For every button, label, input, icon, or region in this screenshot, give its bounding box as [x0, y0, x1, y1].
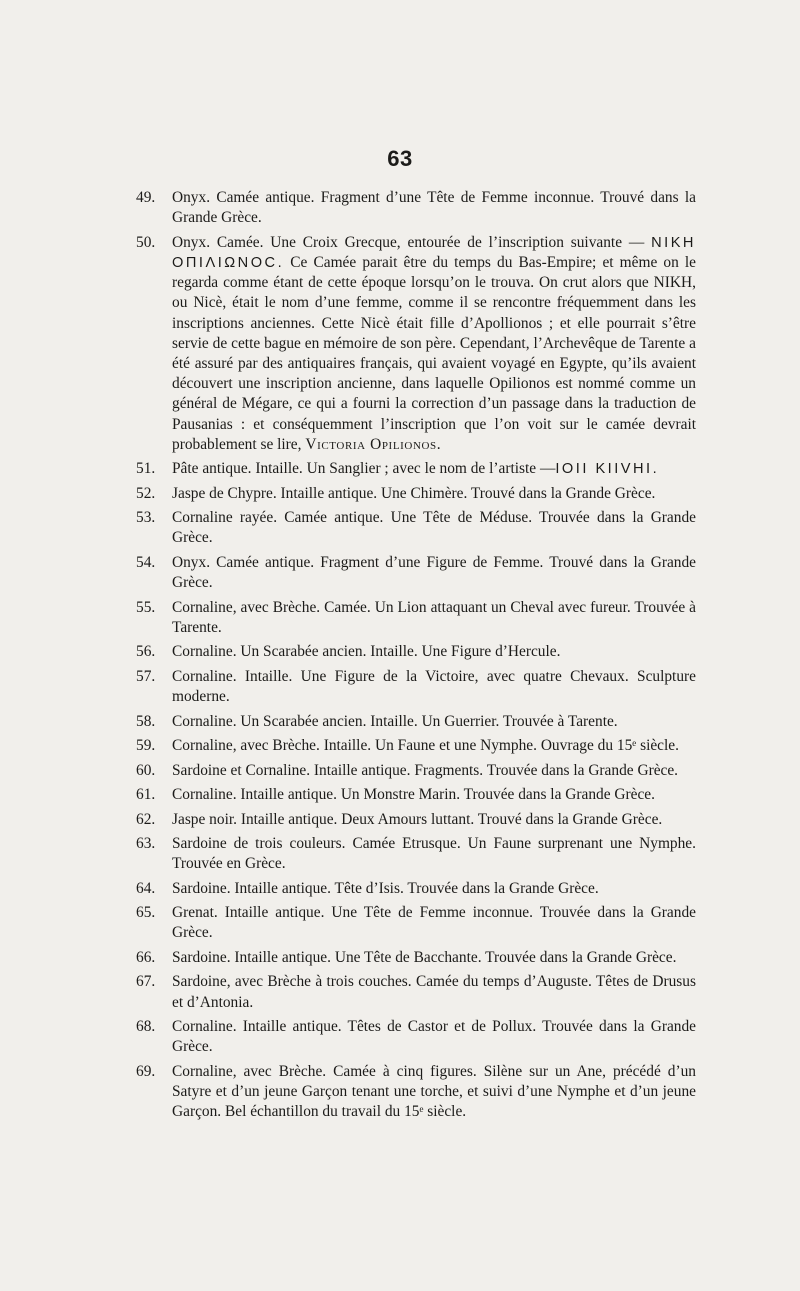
- entry-number: 64.: [136, 879, 156, 897]
- entry-number: 52.: [136, 484, 156, 502]
- catalogue-entry: [136, 903, 696, 943]
- entry-text: Cornaline, avec Brèche. Camée à cinq figures. Silène sur un Ane, précédé d’un Satyre et d’un jeune Garçon tenant une torche, et suivi d’une Nymphe et d’un jeune Garçon. Bel échantillon du travail du 15ᵉ siècle.: [172, 1062, 696, 1121]
- entry-text: Cornaline. Intaille. Une Figure de la Victoire, avec quatre Chevaux. Sculpture moderne.: [172, 667, 696, 706]
- catalogue-entry: [136, 667, 696, 707]
- catalogue-entry: [136, 188, 696, 228]
- entry-number: 66.: [136, 948, 156, 966]
- entry-number: 62.: [136, 810, 156, 828]
- entry-text: Sardoine. Intaille antique. Une Tête de Bacchante. Trouvée dans la Grande Grèce.: [172, 948, 677, 966]
- entry-number: 68.: [136, 1018, 156, 1036]
- catalogue-entry: [136, 834, 696, 874]
- entry-number: 60.: [136, 761, 156, 779]
- catalogue-entry: [136, 972, 696, 1012]
- entry-text: Pâte antique. Intaille. Un Sanglier ; avec le nom de l’artiste —: [172, 460, 556, 478]
- entry-text: Onyx. Camée. Une Croix Grecque, entourée de l’inscription suivante —: [172, 233, 645, 251]
- entry-number: 63.: [136, 835, 156, 853]
- entry-number: 51.: [136, 460, 156, 478]
- greek-inscription: ΙΟΙΙ ΚΙΙVΗΙ.: [555, 461, 660, 478]
- entry-number: 49.: [136, 189, 156, 206]
- entry-text: Sardoine et Cornaline. Intaille antique. Fragments. Trouvée dans la Grande Grèce.: [172, 761, 679, 779]
- catalogue-entry: [136, 948, 696, 968]
- entry-number: 57.: [136, 667, 156, 685]
- greek-inscription: NIKH ΟΠΙΛΙΩΝΟC.: [172, 234, 696, 271]
- entry-text: Jaspe de Chypre. Intaille antique. Une Chimère. Trouvé dans la Grande Grèce.: [172, 484, 656, 502]
- entry-text: Cornaline. Intaille antique. Têtes de Castor et de Pollux. Trouvée dans la Grande Grèce.: [172, 1018, 696, 1056]
- catalogue-entry: [136, 879, 696, 899]
- entry-text: Onyx. Camée antique. Fragment d’une Figure de Femme. Trouvé dans la Grande Grèce.: [172, 553, 696, 592]
- catalogue-entry: [136, 712, 696, 732]
- entry-text: Sardoine. Intaille antique. Tête d’Isis. Trouvée dans la Grande Grèce.: [172, 879, 599, 897]
- catalogue-entry: [136, 598, 696, 638]
- catalogue-entry: [136, 459, 696, 479]
- entry-number: 61.: [136, 786, 156, 804]
- entry-text: Cornaline rayée. Camée antique. Une Tête de Méduse. Trouvée dans la Grande Grèce.: [172, 509, 696, 547]
- catalogue-entry: [136, 785, 696, 805]
- entry-text: Grenat. Intaille antique. Une Tête de Femme inconnue. Trouvée dans la Grande Grèce.: [172, 904, 696, 942]
- catalogue-entry: [136, 1062, 696, 1123]
- catalogue-entry: [136, 233, 696, 455]
- catalogue-entries: [136, 188, 696, 1127]
- entry-text: Sardoine de trois couleurs. Camée Etrusque. Un Faune surprenant une Nymphe. Trouvée en Grèce.: [172, 835, 696, 873]
- catalogue-entry: [136, 1017, 696, 1057]
- entry-text: Cornaline, avec Brèche. Camée. Un Lion attaquant un Cheval avec fureur. Trouvée à Tarente.: [172, 598, 696, 636]
- entry-number: 58.: [136, 712, 156, 730]
- catalogue-entry: [136, 642, 696, 662]
- catalogue-entry: [136, 761, 696, 781]
- entry-number: 69.: [136, 1062, 156, 1080]
- entry-number: 65.: [136, 904, 156, 922]
- entry-text: Sardoine, avec Brèche à trois couches. Camée du temps d’Auguste. Têtes de Drusus et d’Antonia.: [172, 973, 696, 1011]
- entry-number: 55.: [136, 598, 156, 616]
- entry-text: Cornaline. Intaille antique. Un Monstre Marin. Trouvée dans la Grande Grèce.: [172, 786, 655, 804]
- catalogue-entry: [136, 736, 696, 756]
- entry-number: 56.: [136, 643, 156, 661]
- entry-number: 54.: [136, 553, 156, 571]
- entry-text-continued: Ce Camée parait être du temps du Bas-Empire; et même on le regarda comme étant de cette époque lorsqu’on le trouva. On crut alors que NIKH, ou Nicè, était le nom d’une femme, comme il se rencontre fréquemment dans les inscriptions anciennes. Cette Nicè était fille d’Apollionos ; et elle pourrait s’être servie de cette bague en mémoire de son père. Cependant, l’Archevêque de Tarente a été assuré par des antiquaires français, qui avaient voyagé en Egypte, qu’ils avaient découvert une inscription ancienne, dans laquelle Opilionos est nommé comme un général de Mégare, ce qui a fourni la correction d’un passage dans la traduction de Pausanias : et conséquemment l’inscription que l’on voit sur le camée devrait probablement se lire,: [172, 253, 696, 453]
- latin-reading: Victoria Opilionos.: [305, 435, 442, 453]
- entry-number: 53.: [136, 509, 156, 527]
- entry-number: 67.: [136, 973, 156, 991]
- entry-number: 59.: [136, 737, 156, 755]
- catalogue-entry: [136, 484, 696, 504]
- entry-text: Onyx. Camée antique. Fragment d’une Tête de Femme inconnue. Trouvé dans la Grande Grèce.: [172, 189, 696, 227]
- page-number: 63: [387, 146, 413, 171]
- catalogue-entry: [136, 553, 696, 593]
- entry-number: 50.: [136, 233, 156, 251]
- entry-text: Cornaline. Un Scarabée ancien. Intaille. Un Guerrier. Trouvée à Tarente.: [172, 712, 618, 730]
- entry-text: Jaspe noir. Intaille antique. Deux Amours luttant. Trouvé dans la Grande Grèce.: [172, 810, 663, 828]
- catalogue-entry: [136, 508, 696, 548]
- entry-text: Cornaline. Un Scarabée ancien. Intaille. Une Figure d’Hercule.: [172, 643, 561, 661]
- entry-text: Cornaline, avec Brèche. Intaille. Un Faune et une Nymphe. Ouvrage du 15ᵉ siècle.: [172, 737, 679, 755]
- catalogue-entry: [136, 810, 696, 830]
